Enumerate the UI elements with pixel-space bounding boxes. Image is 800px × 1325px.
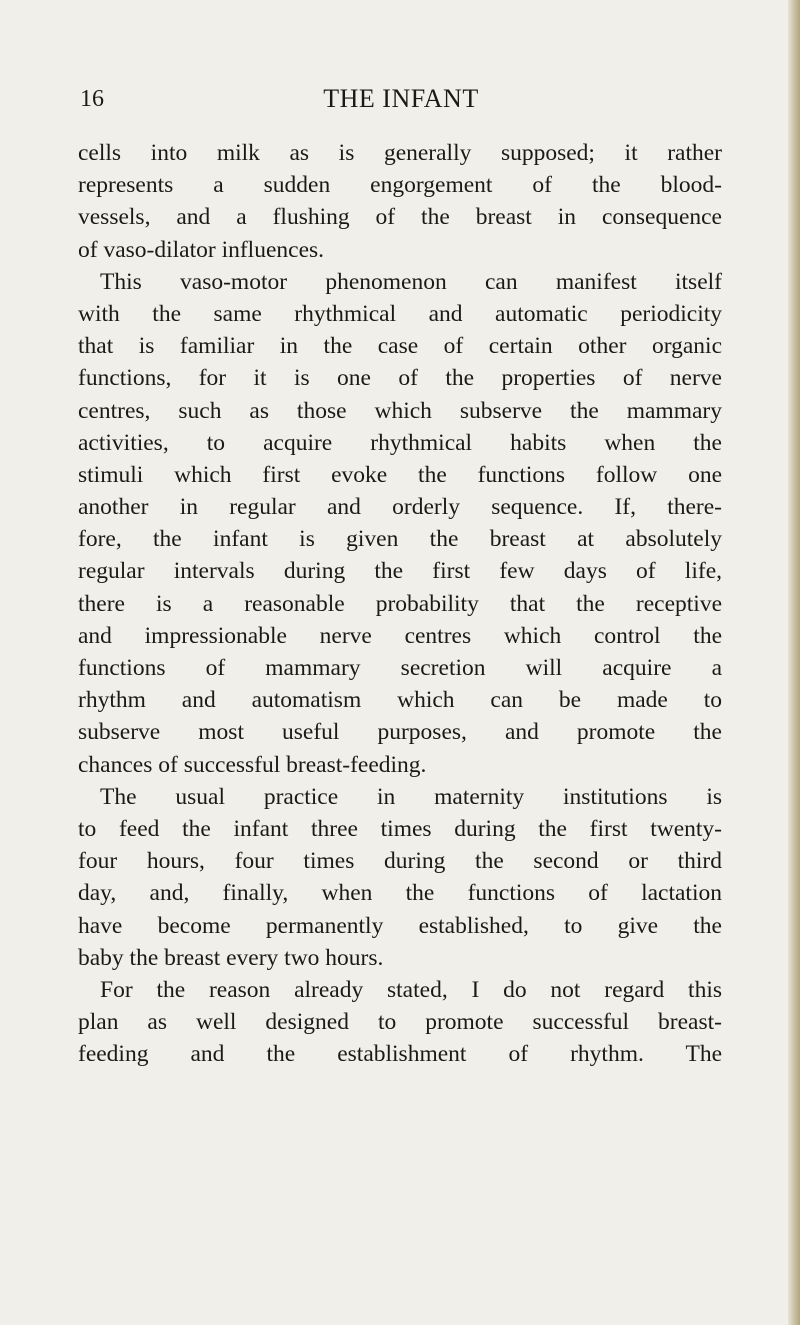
text-line: that is familiar in the case of certain other organic [78, 333, 722, 360]
text-line: centres, such as those which subserve the mammary [78, 397, 722, 424]
page-edge [788, 0, 800, 1325]
page-header [78, 84, 724, 120]
text-line: another in regular and orderly sequence. If, there- [78, 494, 722, 521]
text-line: rhythm and automatism which can be made to [78, 687, 722, 714]
text-line: have become permanently established, to give the [78, 912, 722, 939]
text-line: functions, for it is one of the properties of nerve [78, 365, 722, 392]
page-number: 16 [80, 86, 104, 112]
text-line: with the same rhythmical and automatic periodicity [78, 300, 722, 327]
text-line: represents a sudden engorgement of the blood- [78, 172, 722, 199]
text-line: chances of successful breast-feeding. [78, 751, 427, 778]
text-line: plan as well designed to promote successful breast- [78, 1009, 722, 1036]
text-line: The usual practice in maternity institutions is [100, 783, 722, 810]
text-line: and impressionable nerve centres which control the [78, 622, 722, 649]
body-text [78, 137, 722, 1070]
text-line: activities, to acquire rhythmical habits when the [78, 429, 722, 456]
text-line: to feed the infant three times during the first twenty- [78, 815, 722, 842]
text-line: subserve most useful purposes, and promote the [78, 719, 722, 746]
running-head: THE INFANT [323, 84, 479, 113]
text-line: day, and, finally, when the functions of lactation [78, 880, 722, 907]
text-line: feeding and the establishment of rhythm. The [78, 1041, 722, 1068]
text-line: stimuli which first evoke the functions follow one [78, 461, 722, 488]
text-line: For the reason already stated, I do not regard this [100, 976, 722, 1003]
text-line: vessels, and a flushing of the breast in consequence [78, 204, 722, 231]
text-line: cells into milk as is generally supposed; it rather [78, 140, 722, 166]
text-line: This vaso-motor phenomenon can manifest itself [100, 268, 722, 295]
text-line: four hours, four times during the second or third [78, 848, 722, 875]
text-line: functions of mammary secretion will acquire a [78, 655, 722, 681]
text-line: of vaso-dilator influences. [78, 236, 325, 263]
text-line: regular intervals during the first few days of life, [78, 558, 722, 585]
text-line: baby the breast every two hours. [78, 944, 384, 971]
text-line: there is a reasonable probability that the receptive [78, 590, 722, 617]
text-line: fore, the infant is given the breast at absolutely [78, 526, 722, 553]
